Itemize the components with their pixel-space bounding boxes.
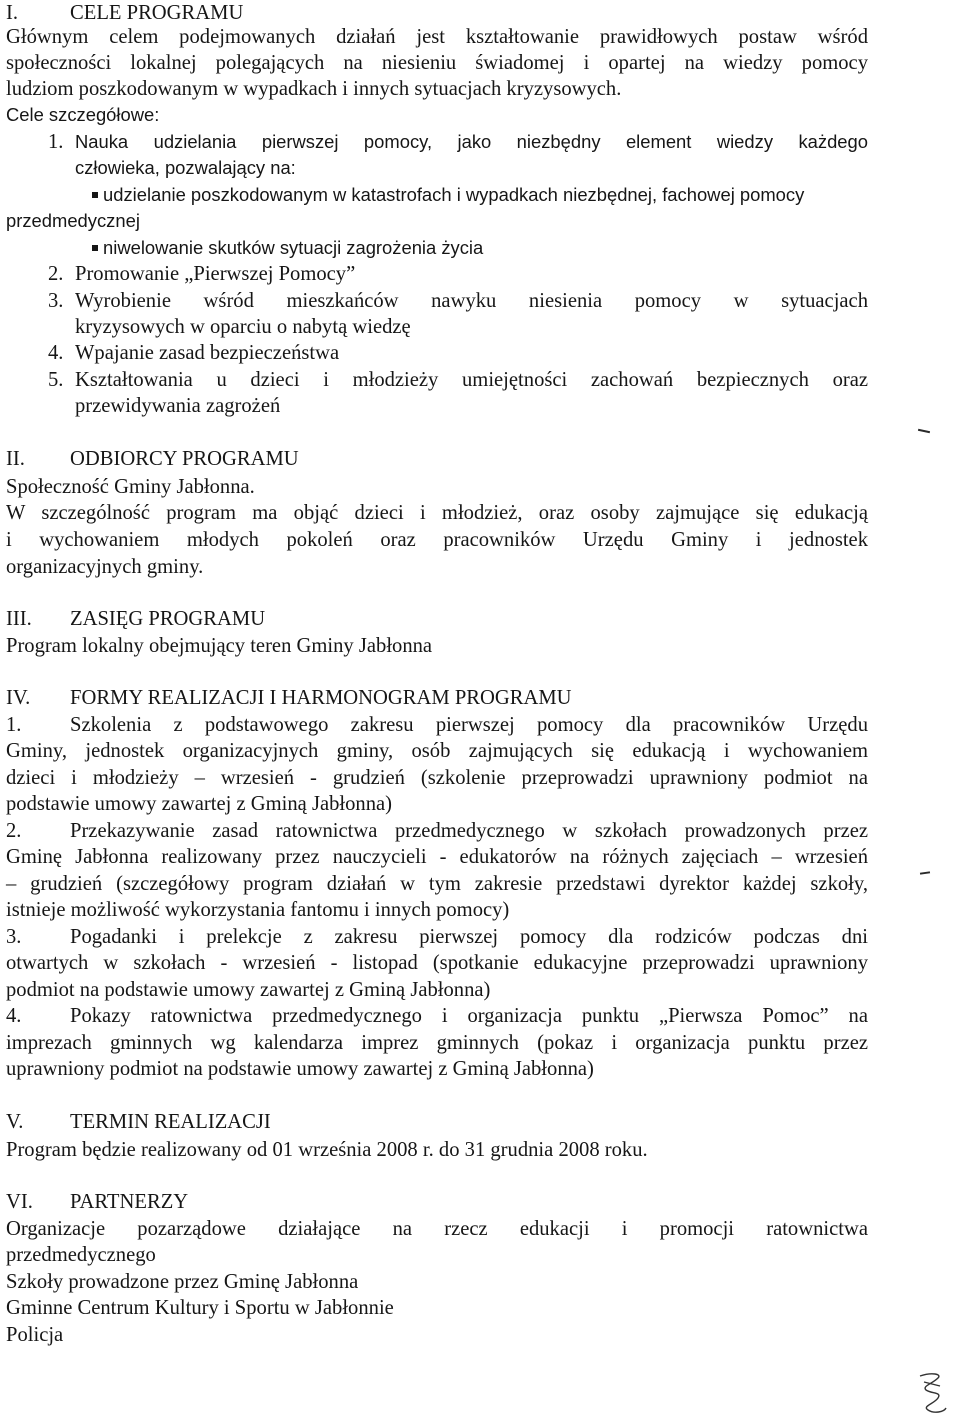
list-number: 4. (48, 342, 64, 364)
section-number: IV. (6, 687, 31, 709)
list-number: 2. (48, 263, 64, 285)
bullet-text: udzielanie poszkodowanym w katastrofach i wypadkach niezbędnej, fachowej pomocy (103, 184, 805, 205)
formy-item-line: podstawie umowy zawartej z Gminą Jabłonna) (6, 793, 393, 815)
cele-item-line: Wyrobienie wśród mieszkańców nawyku niesienia pomocy w sytuacjach (75, 290, 868, 312)
section-number: V. (6, 1111, 24, 1133)
formy-item-line: otwartych w szkołach - wrzesień - listopad (spotkanie edukacyjne przeprowadzi uprawniony (6, 952, 868, 974)
formy-item-line: Gminy, jednostek organizacyjnych gminy, osób zajmujących się edukacją i wychowaniem (6, 740, 868, 762)
section-title: ODBIORCY PROGRAMU (70, 448, 299, 470)
formy-item-line: Pokazy ratownictwa przedmedycznego i organizacja punktu „Pierwsza Pomoc” na (70, 1005, 868, 1027)
bullet-icon (92, 192, 98, 198)
formy-item-line: istnieje możliwość wykorzystania fantomu i innych pomocy) (6, 899, 510, 921)
formy-item-line: – grudzień (szczegółowy program działań w tym zakresie przedstawi dyrektor każdej szkoły, (6, 873, 868, 895)
cele-item-line: Nauka udzielania pierwszej pomocy, jako niezbędny element wiedzy każdego (75, 131, 868, 152)
section-heading-partnerzy (6, 1189, 188, 1215)
partnerzy-line: Szkoły prowadzone przez Gminę Jabłonna (6, 1271, 359, 1293)
odbiorcy-line: Społeczność Gminy Jabłonna. (6, 476, 255, 498)
list-number: 1. (6, 714, 22, 736)
section-title: PARTNERZY (70, 1191, 189, 1213)
bullet-icon (92, 245, 98, 251)
cele-sub-heading: Cele szczegółowe: (6, 104, 160, 125)
formy-item-line: podmiot na podstawie umowy zawartej z Gminą Jabłonna) (6, 979, 491, 1001)
section-title: TERMIN REALIZACJI (70, 1111, 271, 1133)
section-title: CELE PROGRAMU (70, 2, 244, 24)
cele-item-line: człowieka, pozwalający na: (75, 157, 296, 178)
partnerzy-line: przedmedycznego (6, 1244, 156, 1266)
bullet-item (92, 235, 483, 261)
termin-line: Program będzie realizowany od 01 września 2008 r. do 31 grudnia 2008 roku. (6, 1139, 648, 1161)
section-title: FORMY REALIZACJI I HARMONOGRAM PROGRAMU (70, 687, 572, 709)
bullet-continuation: przedmedycznej (6, 210, 140, 231)
list-number: 5. (48, 369, 64, 391)
formy-item-line: imprezach gminnych wg kalendarza imprez gminnych (pokaz i organizacja punktu przez (6, 1032, 868, 1054)
odbiorcy-line: W szczególność program ma objąć dzieci i młodzież, oraz osoby zajmujące się edukacją (6, 502, 868, 524)
list-number: 3. (48, 290, 64, 312)
formy-item-line: dzieci i młodzieży – wrzesień - grudzień (szkolenie przeprowadzi uprawniony podmiot na (6, 767, 868, 789)
partnerzy-line: Policja (6, 1324, 64, 1346)
section-heading-cele (6, 0, 243, 26)
list-number: 2. (6, 820, 22, 842)
section-number: VI. (6, 1191, 33, 1213)
bullet-item (92, 182, 804, 208)
cele-item-line: Wpajanie zasad bezpieczeństwa (75, 342, 340, 364)
section-number: II. (6, 448, 25, 470)
section-heading-formy (6, 685, 572, 711)
zasieg-line: Program lokalny obejmujący teren Gminy Jabłonna (6, 635, 433, 657)
formy-item-line: Gminę Jabłonna realizowany przez nauczycieli - edukatorów na różnych zajęciach – wrzesień (6, 846, 868, 868)
list-number: 3. (6, 926, 22, 948)
cele-intro-line: Głównym celem podejmowanych działań jest kształtowanie prawidłowych postaw wśród (6, 26, 868, 48)
partnerzy-line: Gminne Centrum Kultury i Sportu w Jabłonnie (6, 1297, 394, 1319)
odbiorcy-line: organizacyjnych gminy. (6, 556, 204, 578)
formy-item-line: Przekazywanie zasad ratownictwa przedmedycznego w szkołach prowadzonych przez (70, 820, 868, 842)
cele-item-line: kryzysowych w oparciu o nabytą wiedzę (75, 316, 411, 338)
cele-item-line: Promowanie „Pierwszej Pomocy” (75, 263, 356, 285)
section-title: ZASIĘG PROGRAMU (70, 608, 266, 630)
formy-item-line: Szkolenia z podstawowego zakresu pierwszej pomocy dla pracowników Urzędu (70, 714, 868, 736)
section-heading-termin (6, 1109, 271, 1135)
formy-item-line: uprawniony podmiot na podstawie umowy zawartej z Gminą Jabłonna) (6, 1058, 594, 1080)
list-number: 1. (48, 131, 64, 153)
section-number: I. (6, 2, 19, 24)
partnerzy-line: Organizacje pozarządowe działające na rzecz edukacji i promocji ratownictwa (6, 1218, 868, 1240)
margin-mark (918, 429, 930, 433)
section-heading-zasieg (6, 606, 265, 632)
odbiorcy-line: i wychowaniem młodych pokoleń oraz pracowników Urzędu Gminy i jednostek (6, 529, 868, 551)
cele-intro-line: społeczności lokalnej polegających na niesieniu świadomej i opartej na wiedzy pomocy (6, 52, 868, 74)
cele-item-line: przewidywania zagrożeń (75, 395, 281, 417)
cele-item-line: Kształtowania u dzieci i młodzieży umiejętności zachowań bezpiecznych oraz (75, 369, 868, 391)
section-heading-odbiorcy (6, 446, 299, 472)
formy-item-line: Pogadanki i prelekcje z zakresu pierwszej pomocy dla rodziców podczas dni (70, 926, 868, 948)
bullet-text: niwelowanie skutków sytuacji zagrożenia życia (103, 237, 484, 258)
list-number: 4. (6, 1005, 22, 1027)
cele-intro-line: ludziom poszkodowanym w wypadkach i innych sytuacjach kryzysowych. (6, 78, 622, 100)
handwritten-initials-icon (912, 1368, 952, 1418)
margin-mark (920, 871, 930, 874)
section-number: III. (6, 608, 32, 630)
